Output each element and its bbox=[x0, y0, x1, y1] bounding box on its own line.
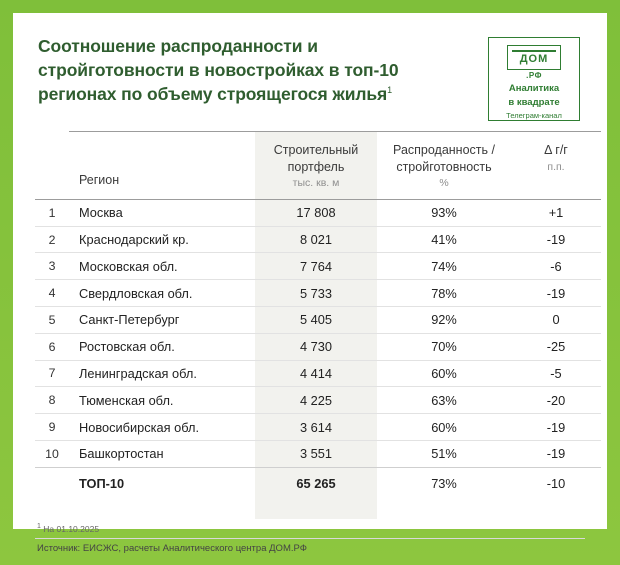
logo-mark-text: ДОМ bbox=[519, 53, 549, 66]
footnote bbox=[13, 519, 607, 534]
cell-region: Санкт-Петербург bbox=[69, 306, 255, 333]
table-row bbox=[35, 333, 601, 360]
table-row bbox=[35, 226, 601, 253]
cell-portfolio: 4 225 bbox=[255, 387, 377, 414]
table-row bbox=[35, 440, 601, 467]
cell-number: 3 bbox=[35, 253, 69, 280]
cell-region: Башкортостан bbox=[69, 440, 255, 467]
table-row bbox=[35, 199, 601, 226]
cell-delta: -19 bbox=[511, 414, 601, 441]
table-container bbox=[13, 131, 607, 519]
cell-sold: 41% bbox=[377, 226, 511, 253]
cell-delta: -20 bbox=[511, 387, 601, 414]
table-row bbox=[35, 360, 601, 387]
table-row bbox=[35, 414, 601, 441]
cell-portfolio: 17 808 bbox=[255, 199, 377, 226]
col-header-delta-unit: п.п. bbox=[547, 160, 565, 173]
logo-rf-text: .РФ bbox=[526, 70, 542, 80]
cell-portfolio: 3 551 bbox=[255, 440, 377, 467]
logo-bar-icon bbox=[512, 50, 556, 52]
spacer-cell-highlight bbox=[255, 499, 377, 519]
cell-number: 1 bbox=[35, 199, 69, 226]
cell-sold: 74% bbox=[377, 253, 511, 280]
cell-delta-total: -10 bbox=[546, 475, 566, 491]
cell-region: Новосибирская обл. bbox=[69, 414, 255, 441]
cell-region: Москва bbox=[69, 199, 255, 226]
col-header-portfolio-label: Строительный портфель bbox=[273, 143, 359, 174]
cell-portfolio: 4 730 bbox=[255, 333, 377, 360]
cell-region: Ленинградская обл. bbox=[69, 360, 255, 387]
logo-mark-icon bbox=[507, 45, 561, 70]
cell-portfolio: 7 764 bbox=[255, 253, 377, 280]
cell-region: Московская обл. bbox=[69, 253, 255, 280]
col-header-region: Регион bbox=[69, 132, 255, 200]
col-header-portfolio-unit: тыс. кв. м bbox=[292, 177, 340, 189]
cell-delta: -5 bbox=[511, 360, 601, 387]
cell-portfolio: 3 614 bbox=[255, 414, 377, 441]
cell-region: Ростовская обл. bbox=[69, 333, 255, 360]
regions-table bbox=[35, 131, 601, 519]
cell-delta: -6 bbox=[511, 253, 601, 280]
cell-number: 5 bbox=[35, 306, 69, 333]
cell-sold: 63% bbox=[377, 387, 511, 414]
cell-number: 9 bbox=[35, 414, 69, 441]
cell-portfolio: 5 733 bbox=[255, 280, 377, 307]
cell-delta: -19 bbox=[511, 440, 601, 467]
cell-sold: 92% bbox=[377, 306, 511, 333]
footnote-text: На 01.10.2025 bbox=[43, 523, 100, 534]
cell-delta: -19 bbox=[511, 226, 601, 253]
source-note: Источник: ЕИСЖС, расчеты Аналитического центра ДОМ.РФ bbox=[35, 538, 585, 554]
cell-delta: 0 bbox=[511, 306, 601, 333]
cell-sold: 93% bbox=[377, 199, 511, 226]
cell-delta: -19 bbox=[511, 280, 601, 307]
cell-region-total: ТОП-10 bbox=[79, 475, 125, 491]
cell-number: 8 bbox=[35, 387, 69, 414]
cell-number: 6 bbox=[35, 333, 69, 360]
cell-delta: -25 bbox=[511, 333, 601, 360]
logo bbox=[488, 37, 580, 121]
cell-sold: 60% bbox=[377, 360, 511, 387]
page-title bbox=[38, 35, 428, 107]
table-row bbox=[35, 306, 601, 333]
table-spacer-row bbox=[35, 499, 601, 519]
cell-sold: 78% bbox=[377, 280, 511, 307]
cell-sold: 51% bbox=[377, 440, 511, 467]
footnote-marker: 1 bbox=[37, 522, 41, 530]
cell-portfolio: 5 405 bbox=[255, 306, 377, 333]
cell-number: 10 bbox=[35, 440, 69, 467]
page-title-text: Соотношение распроданности и стройготовности в новостройках в топ-10 регионах по объему строящегося жилья bbox=[38, 36, 399, 104]
col-header-number bbox=[35, 132, 69, 200]
cell-delta: +1 bbox=[511, 199, 601, 226]
col-header-sold-label: Распроданность / стройготовность bbox=[393, 143, 495, 174]
logo-subtitle-line1: Аналитика bbox=[508, 82, 560, 94]
table-row bbox=[35, 280, 601, 307]
col-header-delta-label: Δ г/г bbox=[544, 143, 568, 157]
cell-number: 7 bbox=[35, 360, 69, 387]
spacer-cell bbox=[69, 499, 255, 519]
cell-portfolio: 4 414 bbox=[255, 360, 377, 387]
col-header-sold bbox=[377, 132, 511, 200]
cell-portfolio-total: 65 265 bbox=[255, 467, 377, 499]
table-row bbox=[35, 387, 601, 414]
table-row bbox=[35, 253, 601, 280]
cell-portfolio: 8 021 bbox=[255, 226, 377, 253]
cell-number: 4 bbox=[35, 280, 69, 307]
cell-region: Свердловская обл. bbox=[69, 280, 255, 307]
spacer-cell bbox=[35, 499, 69, 519]
spacer-cell bbox=[377, 499, 511, 519]
cell-number: 2 bbox=[35, 226, 69, 253]
header bbox=[13, 13, 607, 131]
col-header-delta bbox=[511, 132, 601, 200]
cell-region: Краснодарский кр. bbox=[69, 226, 255, 253]
col-header-sold-unit: % bbox=[439, 177, 449, 189]
table-header-row bbox=[35, 132, 601, 200]
cell-number bbox=[35, 467, 69, 499]
col-header-portfolio bbox=[255, 132, 377, 200]
logo-channel-label: Телеграм-канал bbox=[506, 111, 562, 120]
table-head bbox=[35, 132, 601, 200]
content-card bbox=[13, 13, 607, 554]
table-total-row bbox=[35, 467, 601, 499]
title-footnote-marker: 1 bbox=[387, 85, 393, 96]
cell-sold: 70% bbox=[377, 333, 511, 360]
cell-sold: 60% bbox=[377, 414, 511, 441]
cell-region: Тюменская обл. bbox=[69, 387, 255, 414]
spacer-cell bbox=[511, 499, 601, 519]
table-body bbox=[35, 199, 601, 518]
logo-subtitle-line2: в квадрате bbox=[508, 97, 560, 109]
cell-sold-total: 73% bbox=[431, 475, 457, 491]
